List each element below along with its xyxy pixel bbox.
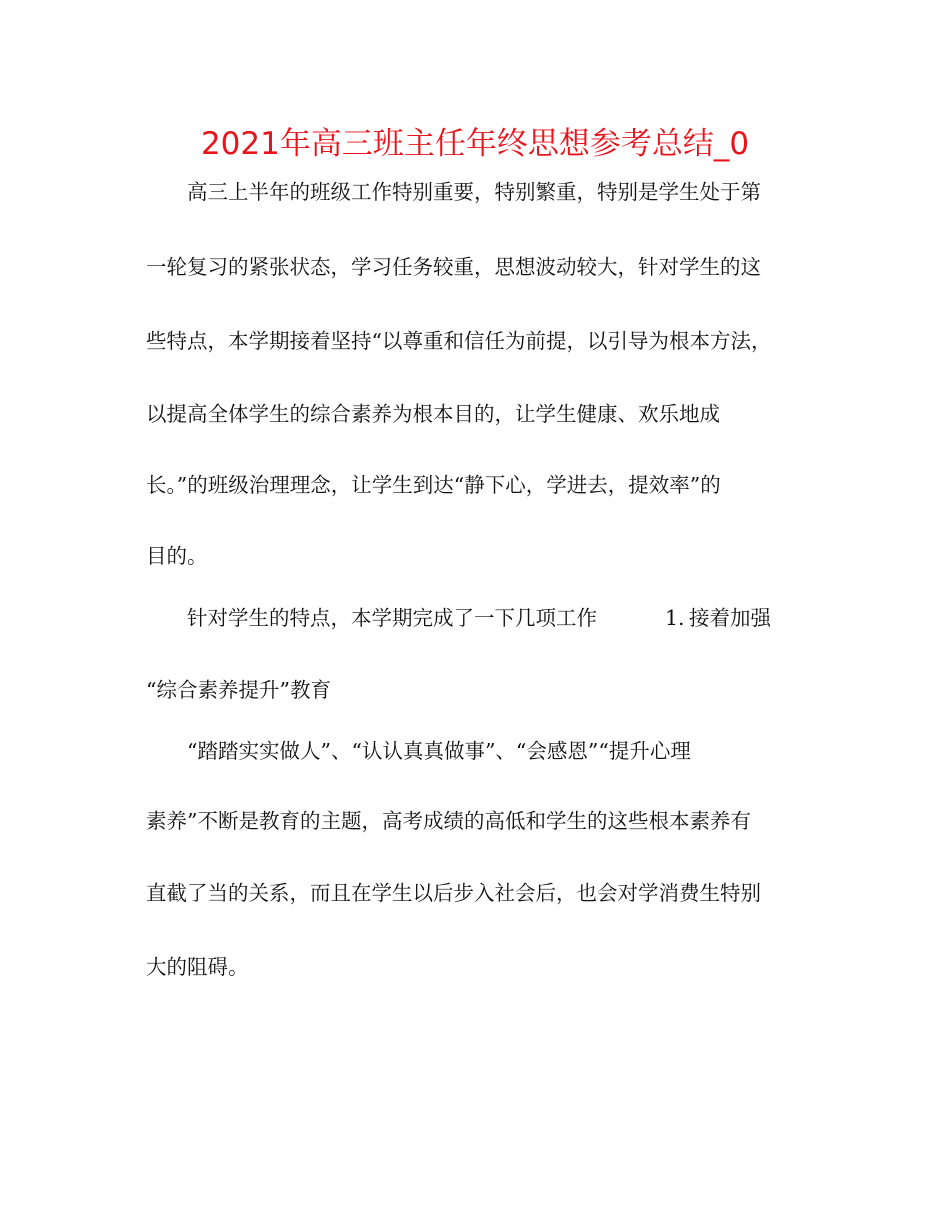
paragraph-3-line-1: “踏踏实实做人”、“认认真真做事”、“会感恩”“提升心理: [187, 739, 691, 763]
paragraph-3-line-3: 直截了当的关系，而且在学生以后步入社会后，也会对学消费生特别: [146, 881, 761, 905]
paragraph-1-line-6: 目的。: [146, 544, 208, 568]
document-title: 2021年高三班主任年终思想参考总结_0: [200, 126, 750, 162]
paragraph-3-line-4: 大的阻碍。: [146, 955, 249, 979]
paragraph-2-line-2: “综合素养提升”教育: [146, 678, 331, 702]
paragraph-1-line-1: 高三上半年的班级工作特别重要，特别繁重，特别是学生处于第: [187, 180, 761, 204]
paragraph-1-line-3: 些特点，本学期接着坚持“以尊重和信任为前提，以引导为根本方法，: [146, 329, 772, 353]
paragraph-1-line-4: 以提高全体学生的综合素养为根本目的，让学生健康、欢乐地成: [146, 402, 720, 426]
paragraph-3-line-2: 素养”不断是教育的主题，高考成绩的高低和学生的这些根本素养有: [146, 809, 751, 833]
list-item-start: 接着加强: [689, 606, 771, 630]
list-item-number: 1.: [665, 606, 685, 630]
paragraph-2-text: 针对学生的特点，本学期完成了一下几项工作: [187, 606, 597, 630]
paragraph-1-line-5: 长。”的班级治理理念，让学生到达“静下心，学进去，提效率”的: [146, 473, 721, 497]
paragraph-1-line-2: 一轮复习的紧张状态，学习任务较重，思想波动较大，针对学生的这: [146, 255, 761, 279]
